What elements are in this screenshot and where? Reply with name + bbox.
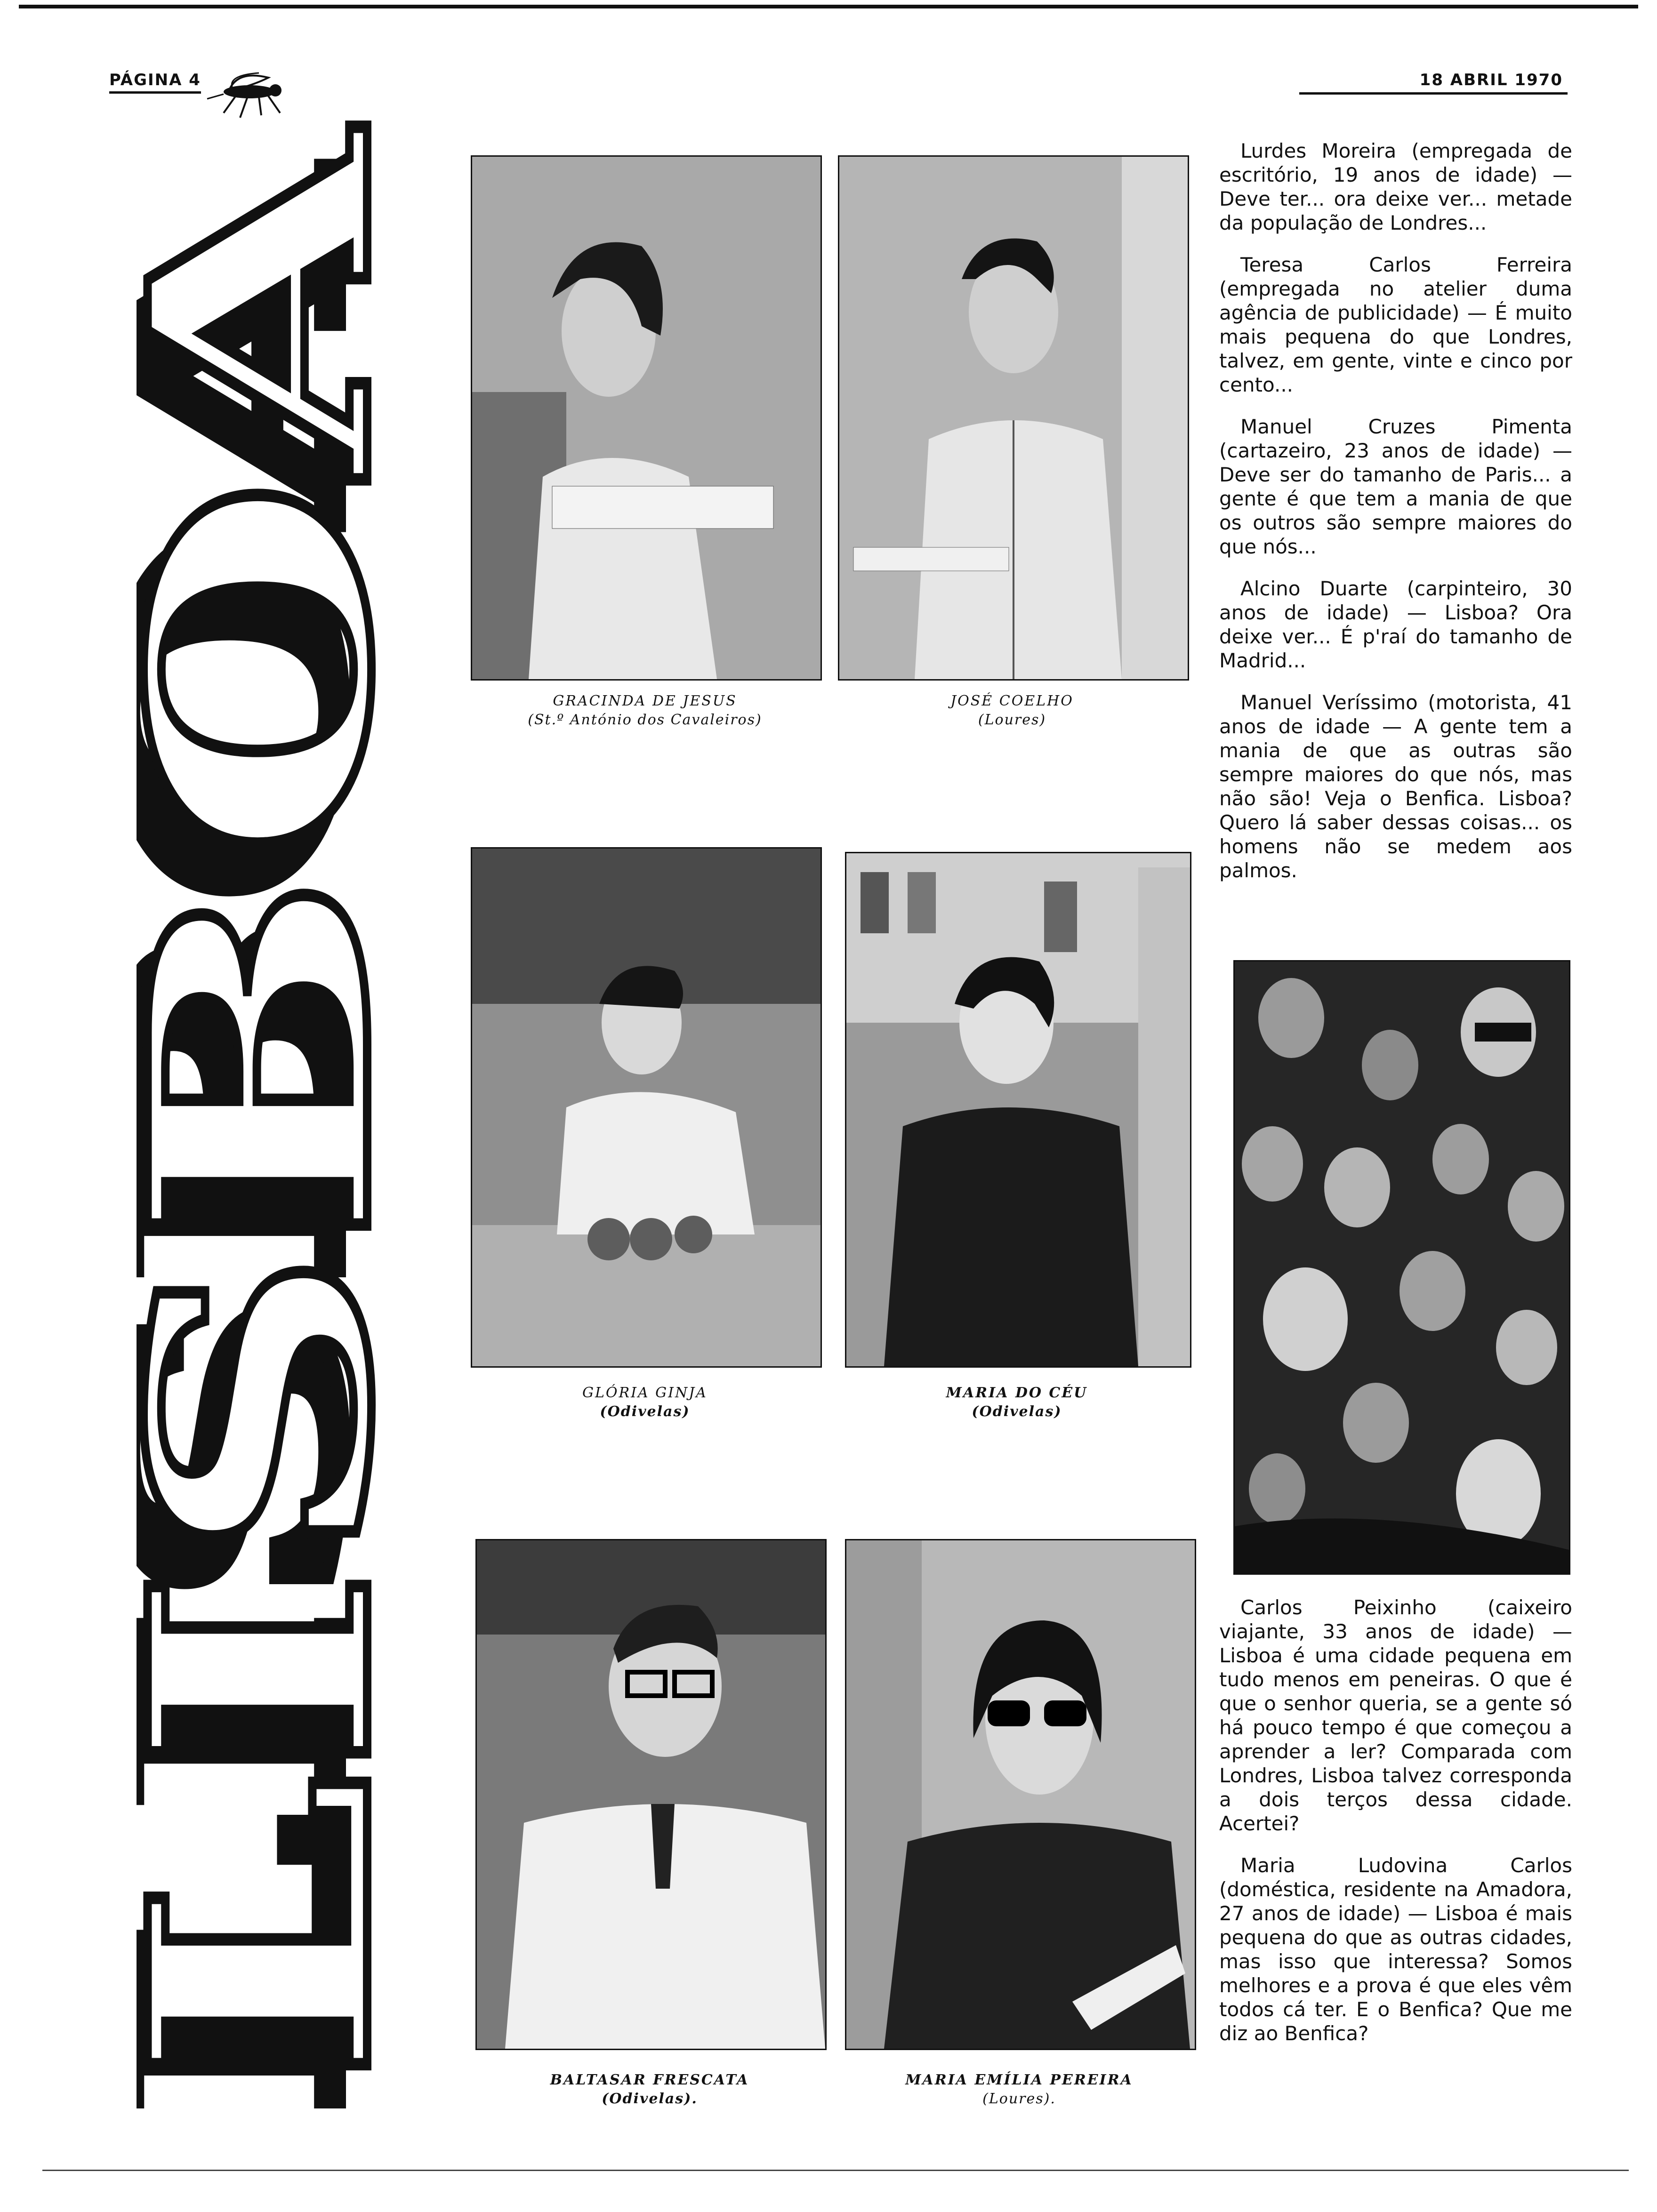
photo-gloria-ginja [471,847,822,1368]
issue-date: 18 ABRIL 1970 [1419,71,1563,89]
photo-baltasar-frescata [475,1539,827,2050]
caption-jose [838,692,1186,729]
column-top [1219,139,1572,882]
bottom-rule [42,2170,1629,2171]
column-bottom [1219,1595,1572,2045]
caption-place: (Odivelas) [972,1403,1062,1420]
caption-place: (Odivelas) [600,1403,690,1420]
title-text: LISBOA [137,758,438,2085]
caption-maria-emilia [845,2071,1193,2108]
caption-name: GRACINDA DE JESUS [553,693,737,709]
title-shadow: LISBOA [137,801,410,2108]
caption-place: (Loures). [982,2091,1056,2107]
page-number: PÁGINA 4 [109,71,201,94]
photo-maria-do-ceu [845,852,1191,1368]
photo-gracinda-de-jesus [471,155,822,681]
caption-place: (St.º António dos Cavaleiros) [528,712,762,728]
caption-place: (Odivelas). [602,2091,698,2107]
caption-name: BALTASAR FRESCATA [550,2072,749,2088]
caption-maria-ceu [843,1384,1191,1421]
photo-crowd [1233,960,1570,1575]
quote-paragraph: Maria Ludovina Carlos (doméstica, residente na Amadora, 27 anos de idade) — Lisboa é mais pequena do que as outras cidades, mas isso que interessa? Somos melhores e a prova é que eles vêm todos cá ter. E o Benfica? Que me diz ao Benfica? [1219,1854,1572,2045]
vertical-title [137,108,475,2108]
quote-paragraph: Carlos Peixinho (caixeiro viajante, 33 anos de idade) — Lisboa é uma cidade pequena em tudo menos em peneiras. O que é que o senhor queria, se a gente só há pouco tempo é que começou a aprender a ler? Comparada com Londres, Lisboa talvez corresponda a dois terços dessa cidade. Acertei? [1219,1596,1572,1835]
date-rule [1299,92,1568,95]
caption-baltasar [475,2071,824,2108]
top-rule [19,5,1638,8]
quote-paragraph: Manuel Veríssimo (motorista, 41 anos de idade — A gente tem a mania de que as outras são sempre maiores do que nós, mas não são! Veja o Benfica. Lisboa? Quero lá saber dessas coisas... os homens não se medem aos palmos. [1219,691,1572,882]
quote-paragraph: Teresa Carlos Ferreira (empregada no atelier duma agência de publicidade) — É muito mais pequena do que Londres, talvez, em gente, vinte e cinco por cento... [1219,253,1572,396]
caption-name: JOSÉ COELHO [950,693,1074,709]
caption-gracinda [471,692,819,729]
caption-name: GLÓRIA GINJA [582,1385,708,1401]
caption-place: (Loures) [978,712,1046,728]
quote-paragraph: Alcino Duarte (carpinteiro, 30 anos de idade) — Lisboa? Ora deixe ver... É p'raí do tamanho de Madrid... [1219,577,1572,672]
photo-jose-coelho [838,155,1189,681]
quote-paragraph: Lurdes Moreira (empregada de escritório, 19 anos de idade) — Deve ter... ora deixe ver... metade da população de Londres... [1219,139,1572,234]
caption-name: MARIA EMÍLIA PEREIRA [905,2072,1133,2088]
caption-gloria [471,1384,819,1421]
photo-maria-emilia-pereira [845,1539,1196,2050]
quote-paragraph: Manuel Cruzes Pimenta (cartazeiro, 23 anos de idade) — Deve ser do tamanho de Paris... a gente é que tem a mania de que os outros são sempre maiores do que nós... [1219,415,1572,558]
caption-name: MARIA DO CÉU [946,1385,1088,1401]
